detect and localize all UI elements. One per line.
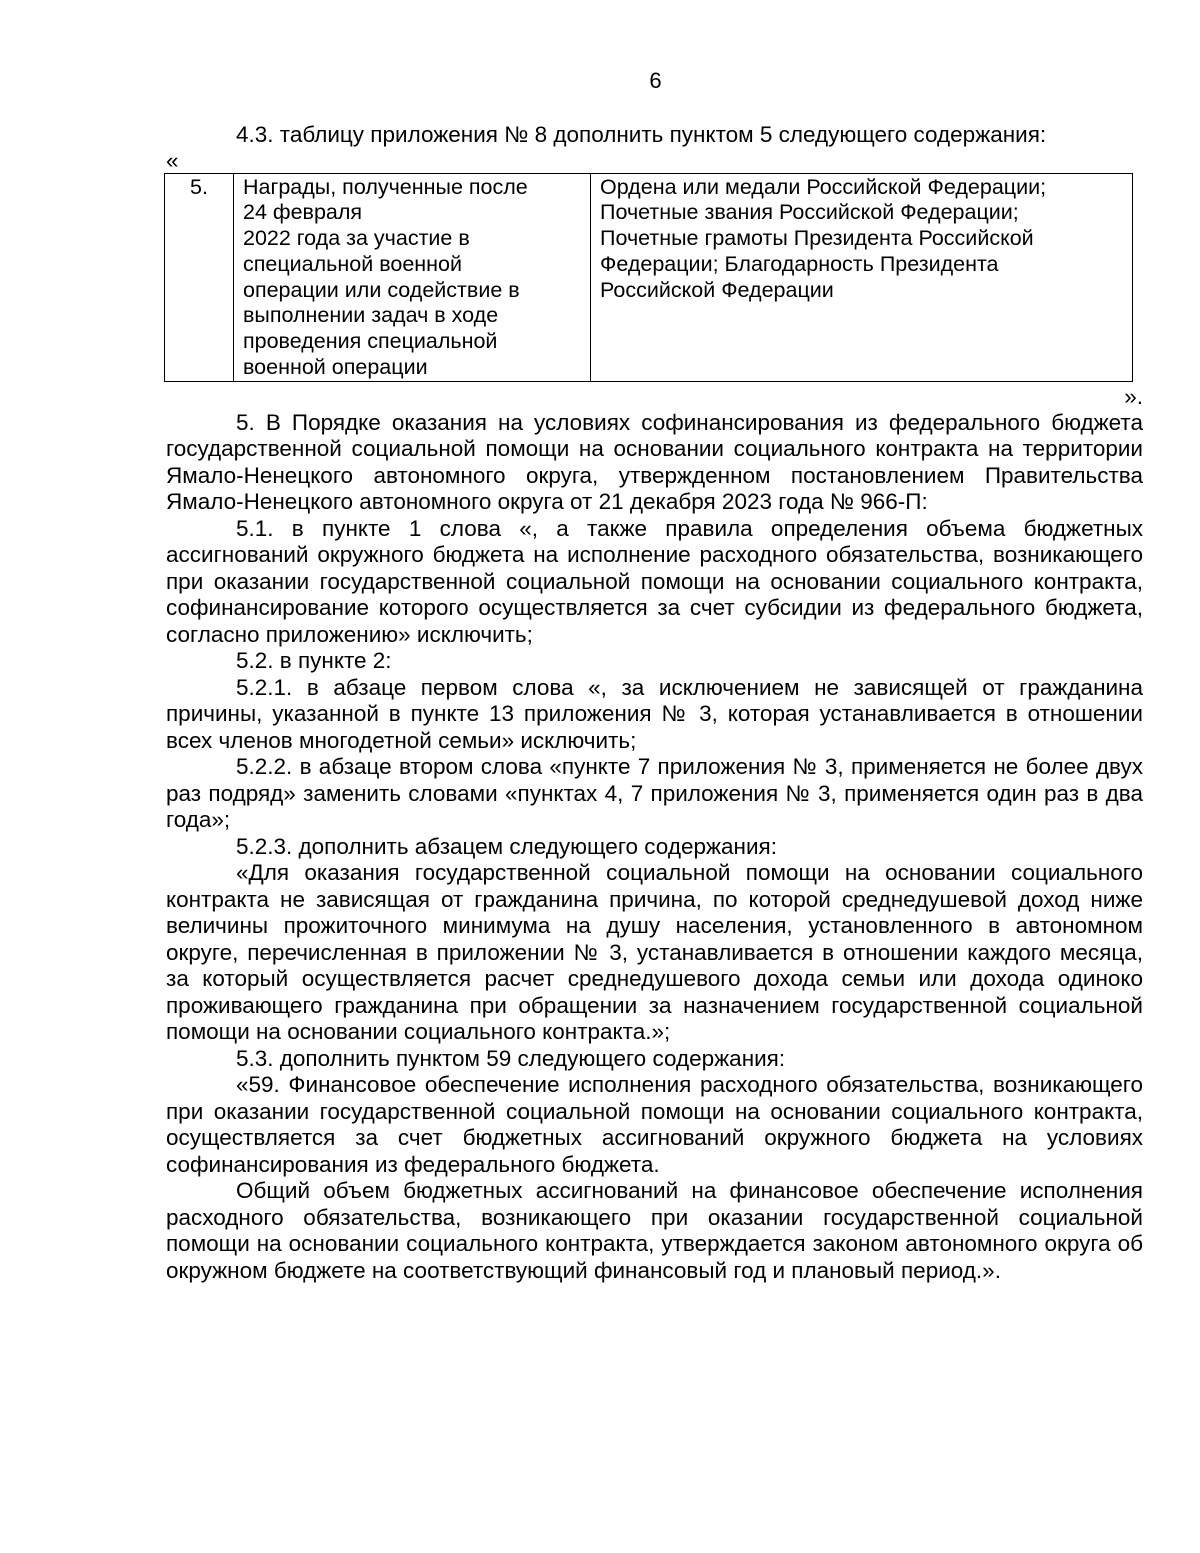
- awards-table: [164, 173, 1133, 382]
- award-line: специальной военной: [243, 251, 462, 276]
- award-line: 24 февраля: [243, 200, 363, 225]
- award-type-line: Почетные звания Российской Федерации;: [600, 200, 1019, 225]
- award-type-line: Почетные грамоты Президента Российской: [600, 226, 1034, 251]
- paragraph-5-2-2: 5.2.2. в абзаце втором слова «пункте 7 приложения № 3, применяется не более двух раз подряд» заменить словами «пунктах 4, 7 приложения № 3, применяется один раз в два года»;: [166, 754, 1143, 833]
- paragraph-5-2-3: 5.2.3. дополнить абзацем следующего содержания:: [236, 833, 777, 859]
- award-types-cell: [591, 173, 1133, 381]
- award-description-cell: [234, 173, 591, 381]
- award-line: 2022 года за участие в: [243, 226, 470, 251]
- document-body: [166, 122, 1143, 1284]
- award-type-line: Ордена или медали Российской Федерации;: [600, 174, 1047, 199]
- award-type-line: Российской Федерации: [600, 277, 834, 302]
- paragraph-total-volume: Общий объем бюджетных ассигнований на финансовое обеспечение исполнения расходного обязательства, возникающего при оказании государственной социальной помощи на основании социального контракта, утверждается законом автономного округа об окружном бюджете на соответствующий финансовый год и плановый период.».: [166, 1178, 1143, 1283]
- award-type-line: Федерации; Благодарность Президента: [600, 251, 999, 276]
- table-row: [165, 173, 1133, 381]
- row-number-cell: 5.: [165, 173, 234, 381]
- paragraph-5-2-1: 5.2.1. в абзаце первом слова «, за исключением не зависящей от гражданина причины, указанной в пункте 13 приложения № 3, которая устанавливается в отношении всех членов многодетной семьи» исключить;: [166, 674, 1143, 753]
- award-line: военной операции: [243, 355, 428, 380]
- award-line: выполнении задач в ходе: [243, 303, 499, 328]
- quoted-paragraph-social-contract: «Для оказания государственной социальной помощи на основании социального контракта не зависящая от гражданина причина, по которой среднедушевой доход ниже величины прожиточного минимума на душу населения, установленного в автономном округе, перечисленная в приложении № 3, устанавливается в отношении каждого месяца, за который осуществляется расчет среднедушевого дохода семьи или дохода одиноко проживающего гражданина при обращении за назначением государственной социальной помощи на основании социального контракта.»;: [166, 860, 1143, 1045]
- award-line: Награды, полученные после: [243, 174, 528, 199]
- award-line: операции или содействие в: [243, 277, 520, 302]
- paragraph-5-3: 5.3. дополнить пунктом 59 следующего содержания:: [236, 1045, 786, 1071]
- award-line: проведения специальной: [243, 329, 498, 354]
- paragraph-5-1: 5.1. в пункте 1 слова «, а также правила определения объема бюджетных ассигнований окружного бюджета на исполнение расходного обязательства, возникающего при оказании государственной социальной помощи на основании социального контракта, софинансирование которого осуществляется за счет субсидии из федерального бюджета, согласно приложению» исключить;: [166, 515, 1143, 647]
- quote-open-mark: «: [166, 147, 179, 173]
- quoted-paragraph-59: «59. Финансовое обеспечение исполнения расходного обязательства, возникающего при оказании государственной социальной помощи на основании социального контракта, осуществляется за счет бюджетных ассигнований окружного бюджета на условиях софинансирования из федерального бюджета.: [166, 1072, 1143, 1177]
- intro-paragraph: 4.3. таблицу приложения № 8 дополнить пунктом 5 следующего содержания:: [236, 122, 1047, 147]
- paragraph-5: 5. В Порядке оказания на условиях софинансирования из федерального бюджета государственной социальной помощи на основании социального контракта на территории Ямало-Ненецкого автономного округа, утвержденном постановлением Правительства Ямало-Ненецкого автономного округа от 21 декабря 2023 года № 966-П:: [166, 409, 1143, 515]
- paragraph-5-2: 5.2. в пункте 2:: [236, 648, 392, 674]
- page-number: 6: [649, 68, 662, 93]
- quote-close-mark: ».: [1124, 383, 1143, 409]
